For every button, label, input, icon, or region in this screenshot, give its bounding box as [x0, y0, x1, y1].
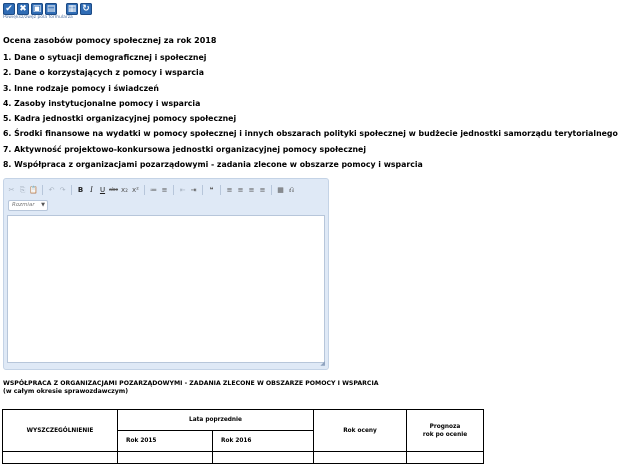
- bold-icon[interactable]: B: [77, 185, 84, 194]
- align-left-icon[interactable]: ≡: [226, 185, 233, 194]
- report-subtitle: (w całym okresie sprawozdawczym): [3, 388, 129, 395]
- table-cell: [314, 452, 407, 464]
- report-title: WSPÓŁPRACA Z ORGANIZACJAMI POZARZĄDOWYMI - ZADANIA ZLECONE W OBSZARZE POMOCY I WSPARCIA: [3, 380, 379, 387]
- section-link[interactable]: 4. Zasoby instytucjonalne pomocy i wsparcia: [3, 98, 201, 108]
- copy-icon[interactable]: ⎘: [19, 185, 26, 194]
- close-icon[interactable]: ✖: [17, 3, 29, 15]
- grid-icon[interactable]: ▦: [67, 4, 77, 14]
- blockquote-icon[interactable]: ❝: [209, 185, 214, 194]
- section-link[interactable]: 3. Inne rodzaje pomocy i świadczeń: [3, 83, 159, 93]
- section-link[interactable]: 5. Kadra jednostki organizacyjnej pomocy społecznej: [3, 114, 237, 124]
- header-year-2016: Rok 2016: [213, 431, 314, 452]
- table-icon[interactable]: ▦: [277, 185, 284, 194]
- section-link[interactable]: 8. Współpraca z organizacjami pozarządowymi - zadania zlecone w obszarze pomocy i wsparcia: [3, 160, 423, 170]
- header-forecast: Prognoza rok po ocenie: [407, 410, 484, 452]
- header-year-2015: Rok 2015: [118, 431, 213, 452]
- paste-icon[interactable]: 📋: [29, 185, 38, 194]
- align-justify-icon[interactable]: ≡: [259, 185, 266, 194]
- numbered-list-icon[interactable]: ≔: [150, 185, 157, 194]
- subscript-icon[interactable]: x₂: [121, 185, 128, 194]
- chevron-down-icon: ▼: [41, 202, 45, 208]
- section-list: [3, 52, 618, 174]
- header-specification: WYSZCZEGÓLNIENIE: [3, 410, 118, 452]
- resize-handle-icon[interactable]: ◢: [320, 360, 325, 367]
- header-previous-years: Lata poprzednie: [118, 410, 314, 431]
- editor-separator: [202, 185, 203, 195]
- table-cell: [118, 452, 213, 464]
- outdent-icon[interactable]: ⇤: [179, 185, 186, 194]
- italic-icon[interactable]: I: [90, 185, 93, 194]
- superscript-icon[interactable]: x²: [132, 185, 139, 194]
- strikethrough-icon[interactable]: abc: [109, 186, 118, 193]
- print-icon[interactable]: ▤: [46, 4, 56, 14]
- resize-fields-link[interactable]: Powiększ/zwęż pola formularza: [3, 15, 73, 20]
- font-size-select[interactable]: [8, 200, 48, 211]
- table-cell: [213, 452, 314, 464]
- cooperation-table: [2, 409, 484, 464]
- header-evaluation-year: Rok oceny: [314, 410, 407, 452]
- redo-icon[interactable]: ↷: [59, 185, 66, 194]
- editor-separator: [71, 185, 72, 195]
- section-link[interactable]: 6. Środki finansowe na wydatki w pomocy społecznej i innych obszarach polityki społecznej w budżecie jednostki samorządu terytorialnego: [3, 129, 618, 139]
- font-size-label: Rozmiar: [12, 202, 35, 208]
- check-icon[interactable]: ✔: [3, 3, 15, 15]
- table-cell: [407, 452, 484, 464]
- section-link[interactable]: 2. Dane o korzystających z pomocy i wsparcia: [3, 68, 204, 78]
- editor-separator: [144, 185, 145, 195]
- cut-icon[interactable]: ✂: [8, 185, 15, 194]
- save-icon[interactable]: ▣: [32, 4, 42, 14]
- editor-separator: [42, 185, 43, 195]
- align-right-icon[interactable]: ≡: [248, 185, 255, 194]
- form-title: Ocena zasobów pomocy społecznej za rok 2018: [3, 36, 217, 45]
- rich-text-editor: [3, 178, 329, 370]
- editor-separator: [271, 185, 272, 195]
- underline-icon[interactable]: U: [99, 185, 106, 194]
- horizontal-rule-icon[interactable]: ⎌: [288, 185, 295, 194]
- refresh-icon[interactable]: ↻: [80, 3, 92, 15]
- section-link[interactable]: 1. Dane o sytuacji demograficznej i społecznej: [3, 53, 207, 62]
- editor-separator: [220, 185, 221, 195]
- table-cell: [3, 452, 118, 464]
- editor-separator: [173, 185, 174, 195]
- editor-toolbar: [7, 183, 296, 197]
- editor-content-area[interactable]: [7, 215, 325, 363]
- undo-icon[interactable]: ↶: [48, 185, 55, 194]
- form-toolbar: [3, 3, 92, 15]
- bulleted-list-icon[interactable]: ≡: [161, 185, 168, 194]
- indent-icon[interactable]: ⇥: [190, 185, 197, 194]
- toolbar-separator: [59, 3, 64, 15]
- align-center-icon[interactable]: ≡: [237, 185, 244, 194]
- section-link[interactable]: 7. Aktywność projektowo-konkursowa jednostki organizacyjnej pomocy społecznej: [3, 144, 366, 154]
